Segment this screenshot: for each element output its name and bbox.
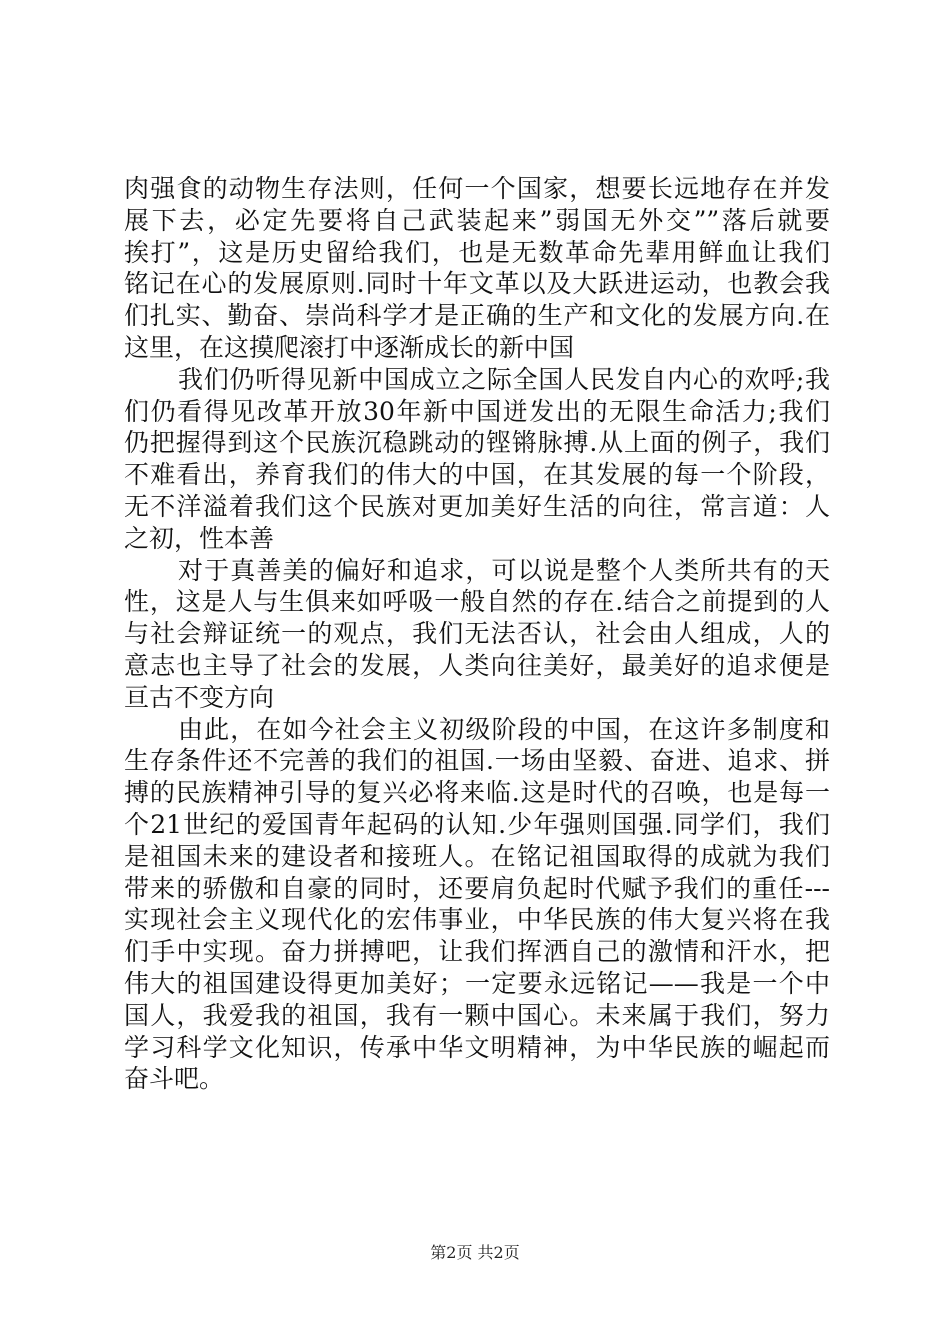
text-line: 个21世纪的爱国青年起码的认知.少年强则国强.同学们，我们 xyxy=(124,809,830,839)
text-line: 意志也主导了社会的发展，人类向往美好，最美好的追求便是 xyxy=(124,650,830,680)
text-line: 搏的民族精神引导的复兴必将来临.这是时代的召唤，也是每一 xyxy=(124,778,830,808)
text-line: 生存条件还不完善的我们的祖国.一场由坚毅、奋进、追求、拼 xyxy=(124,746,830,776)
text-line: 伟大的祖国建设得更加美好；一定要永远铭记——我是一个中 xyxy=(124,968,830,998)
text-line: 亘古不变方向 xyxy=(124,682,275,712)
text-line: 由此，在如今社会主义初级阶段的中国，在这许多制度和 xyxy=(178,714,830,744)
text-line: 对于真善美的偏好和追求，可以说是整个人类所共有的天 xyxy=(178,555,830,585)
text-line: 不难看出，养育我们的伟大的中国，在其发展的每一个阶段， xyxy=(124,460,830,490)
text-line: 仍把握得到这个民族沉稳跳动的铿锵脉搏.从上面的例子，我们 xyxy=(124,428,830,458)
text-line: 展下去，必定先要将自己武装起来”弱国无外交””落后就要 xyxy=(124,205,830,235)
text-line: 无不洋溢着我们这个民族对更加美好生活的向往，常言道：人 xyxy=(124,491,830,521)
page-footer: 第2页 共2页 xyxy=(430,1243,520,1262)
text-line: 与社会辩证统一的观点，我们无法否认，社会由人组成，人的 xyxy=(124,619,830,649)
text-line: 实现社会主义现代化的宏伟事业，中华民族的伟大复兴将在我 xyxy=(124,905,830,935)
text-line: 我们仍听得见新中国成立之际全国人民发自内心的欢呼;我 xyxy=(178,364,830,394)
text-line: 铭记在心的发展原则.同时十年文革以及大跃进运动，也教会我 xyxy=(124,269,830,299)
text-line: 奋斗吧。 xyxy=(124,1064,225,1094)
text-line: 挨打”，这是历史留给我们，也是无数革命先辈用鲜血让我们 xyxy=(124,237,830,267)
text-line: 之初，性本善 xyxy=(124,523,275,553)
text-line: 学习科学文化知识，传承中华文明精神，为中华民族的崛起而 xyxy=(124,1032,830,1062)
text-line: 国人，我爱我的祖国，我有一颗中国心。未来属于我们，努力 xyxy=(124,1000,830,1030)
text-line: 这里，在这摸爬滚打中逐渐成长的新中国 xyxy=(124,332,575,362)
text-line: 性，这是人与生俱来如呼吸一般自然的存在.结合之前提到的人 xyxy=(124,587,830,617)
text-line: 是祖国未来的建设者和接班人。在铭记祖国取得的成就为我们 xyxy=(124,841,830,871)
text-line: 们仍看得见改革开放30年新中国迸发出的无限生命活力;我们 xyxy=(124,396,830,426)
text-line: 带来的骄傲和自豪的同时，还要肩负起时代赋予我们的重任--- xyxy=(124,873,830,903)
text-line: 肉强食的动物生存法则，任何一个国家，想要长远地存在并发 xyxy=(124,174,830,203)
document-body xyxy=(124,173,830,1095)
text-line: 们手中实现。奋力拼搏吧，让我们挥洒自己的激情和汗水，把 xyxy=(124,937,830,967)
text-line: 们扎实、勤奋、崇尚科学才是正确的生产和文化的发展方向.在 xyxy=(124,301,830,331)
